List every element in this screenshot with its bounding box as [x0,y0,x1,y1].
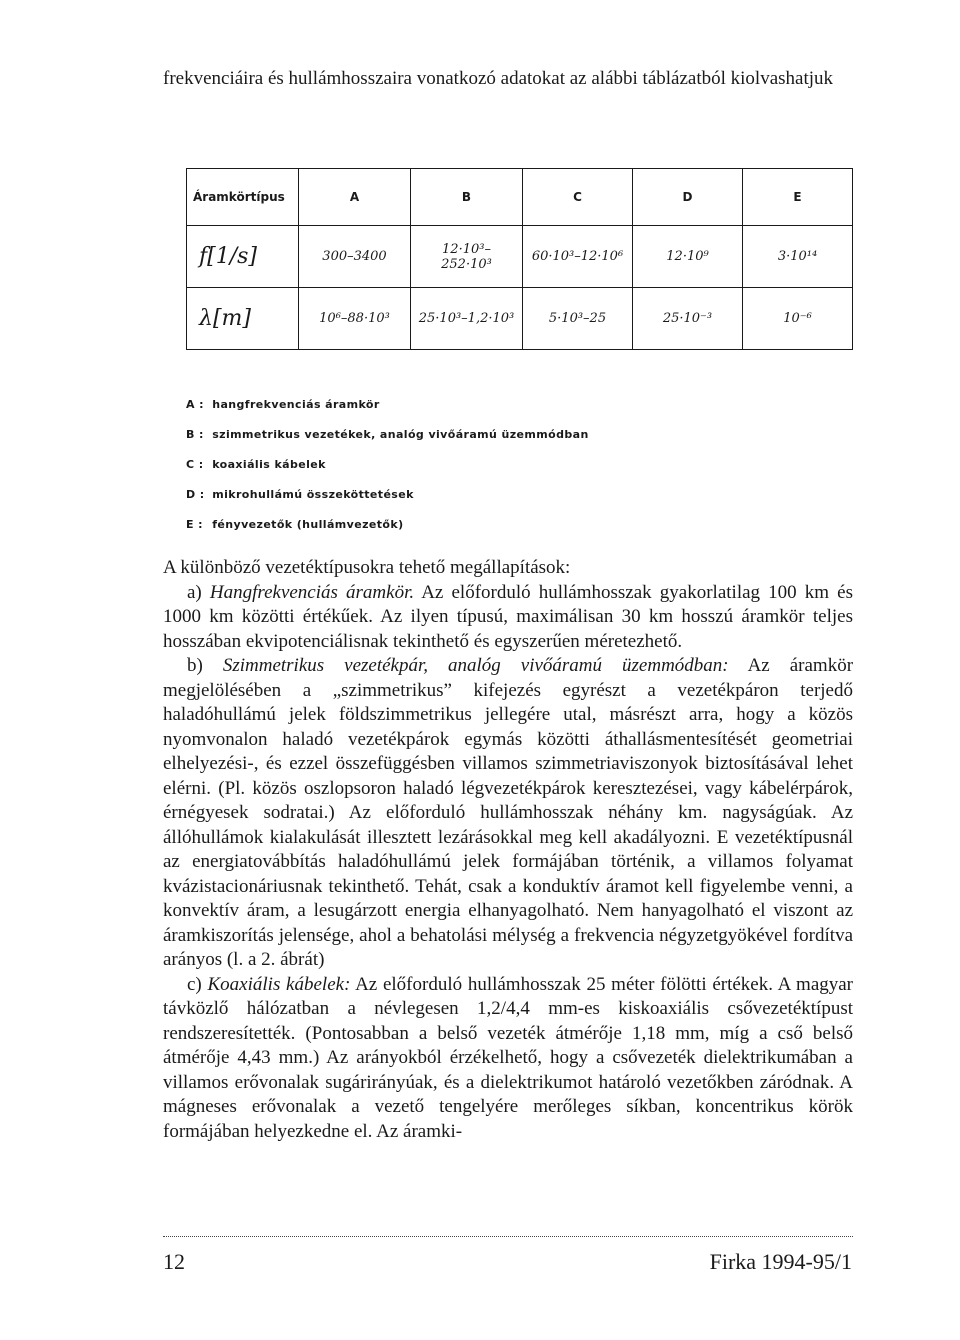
legend-item [186,398,589,428]
legend-key: B : [186,428,204,441]
paragraph [163,973,853,1145]
paragraph: A különböző vezetéktípusokra tehető megállapítások: [163,557,571,578]
table-cell: 12·10³–252·10³ [411,226,523,288]
table-legend [186,398,589,548]
legend-key: D : [186,488,205,501]
legend-text: szimmetrikus vezetékek, analóg vivőáramú üzemmódban [212,428,589,441]
legend-key: C : [186,458,204,471]
footer-divider [163,1236,853,1237]
item-text: Az előforduló hullámhosszak 25 méter fölötti értékek. A magyar távközlő hálózatban a névlegesen 1,2/4,4 mm-es kiskoaxiális csővezetéktípust rendszeresítették. (Pontosabban a belső vezeték átmérője 1,18 mm, míg a cső belső átmérője 4,43 mm.) Az arányokból érzékelhető, hogy a csővezeték dielektrikumában a villamos erővonalak sugárirányúak, és a dielektrikumot határoló vezetőkben záródnak. A mágneses erővonalak a vezető tengelyére merőleges síkban, koncentrikus körök formájában helyezkedne el. Az áramki- [163,973,854,1142]
row-label-frequency: f[1/s] [187,226,299,288]
item-heading: Hangfrekvenciás áramkör. [209,581,415,603]
table-cell: 60·10³–12·10⁶ [523,226,633,288]
paragraph [163,581,853,655]
item-text: Az áramkör megjelölésében a „szimmetrikus” kifejezés egyrészt a vezetékpáron terjedő haladóhullámú jelek földszimmetrikus jellegére utal, másrészt arra, hogy a közös nyomvonalon haladó vezetékpárok egymás közötti áthallásmentesítését geometriai elhelyezési-, és ezzel összefüggésben villamos szimmetriaviszonyok biztosításával lehet elérni. (Pl. közös oszlopsoron haladó légvezetékpárok keresztezései, vagy kábelérpárok, érnégyesek sodratai.) Az előforduló hullámhosszak néhány km. nagyságúak. Az állóhullámok kialakulását illesztett lezárásokkal meg kell akadályozni. E vezetéktípusnál az energiatovábbítás haladóhullámú jelek formájában történik, a villamos folyamat kvázistacionáriusnak tekinthető. Tehát, csak a konduktív áramot kell figyelembe venni, a konvektív áram, a lesugárzott energia elhanyagolható. Nem hanyagolható el viszont az áramkiszorítás jelensége, ahol a behatolási mélység a frekvencia négyzetgyökével fordítva arányos (l. a 2. ábrát) [163,655,854,970]
table-cell: 300–3400 [299,226,411,288]
item-heading: Koaxiális kábelek: [207,973,351,995]
table-header-cell: Áramkörtípus [187,169,299,226]
table-cell: 25·10³–1,2·10³ [411,288,523,350]
item-text: Az előforduló hullámhosszak gyakorlatilag 100 km és 1000 km közötti értékűek. Az ilyen típusú, maximálisan 30 km hosszú áramkör teljes hosszában ekvipotenciálisnak tekinthető és egyszerűen méretezhető. [163,581,853,652]
legend-text: fényvezetők (hullámvezetők) [212,518,404,531]
item-label: c) [187,973,202,995]
paragraph [163,654,853,973]
legend-key: A : [186,398,204,411]
item-label: a) [187,581,202,603]
table-header-row [187,169,853,226]
legend-item [186,488,589,518]
page-number: 12 [163,1249,185,1274]
body-text [163,556,853,1144]
legend-item [186,428,589,458]
row-label-wavelength: λ[m] [187,288,299,350]
table-header-cell: D [633,169,743,226]
table-cell: 10⁶–88·10³ [299,288,411,350]
legend-text: mikrohullámú összeköttetések [212,488,414,501]
table-cell: 10⁻⁶ [743,288,853,350]
table-header-cell: E [743,169,853,226]
intro-text: frekvenciáira és hullámhosszaira vonatkozó adatokat az alábbi táblázatból kiolvashatjuk [163,68,834,89]
item-label: b) [187,655,203,676]
item-heading: Szimmetrikus vezetékpár, analóg vivőáramú üzemmódban: [222,655,729,676]
table-cell: 5·10³–25 [523,288,633,350]
journal-name: Firka 1994-95/1 [709,1249,852,1274]
legend-text: koaxiális kábelek [212,458,326,471]
table-row [187,226,853,288]
legend-item [186,518,589,548]
table-header-cell: A [299,169,411,226]
table-row [187,288,853,350]
legend-key: E : [186,518,203,531]
table-cell: 3·10¹⁴ [743,226,853,288]
table-header-cell: B [411,169,523,226]
legend-item [186,458,589,488]
table-header-cell: C [523,169,633,226]
legend-text: hangfrekvenciás áramkör [212,398,380,411]
table-cell: 25·10⁻³ [633,288,743,350]
frequency-wavelength-table [186,168,852,348]
table-cell: 12·10⁹ [633,226,743,288]
